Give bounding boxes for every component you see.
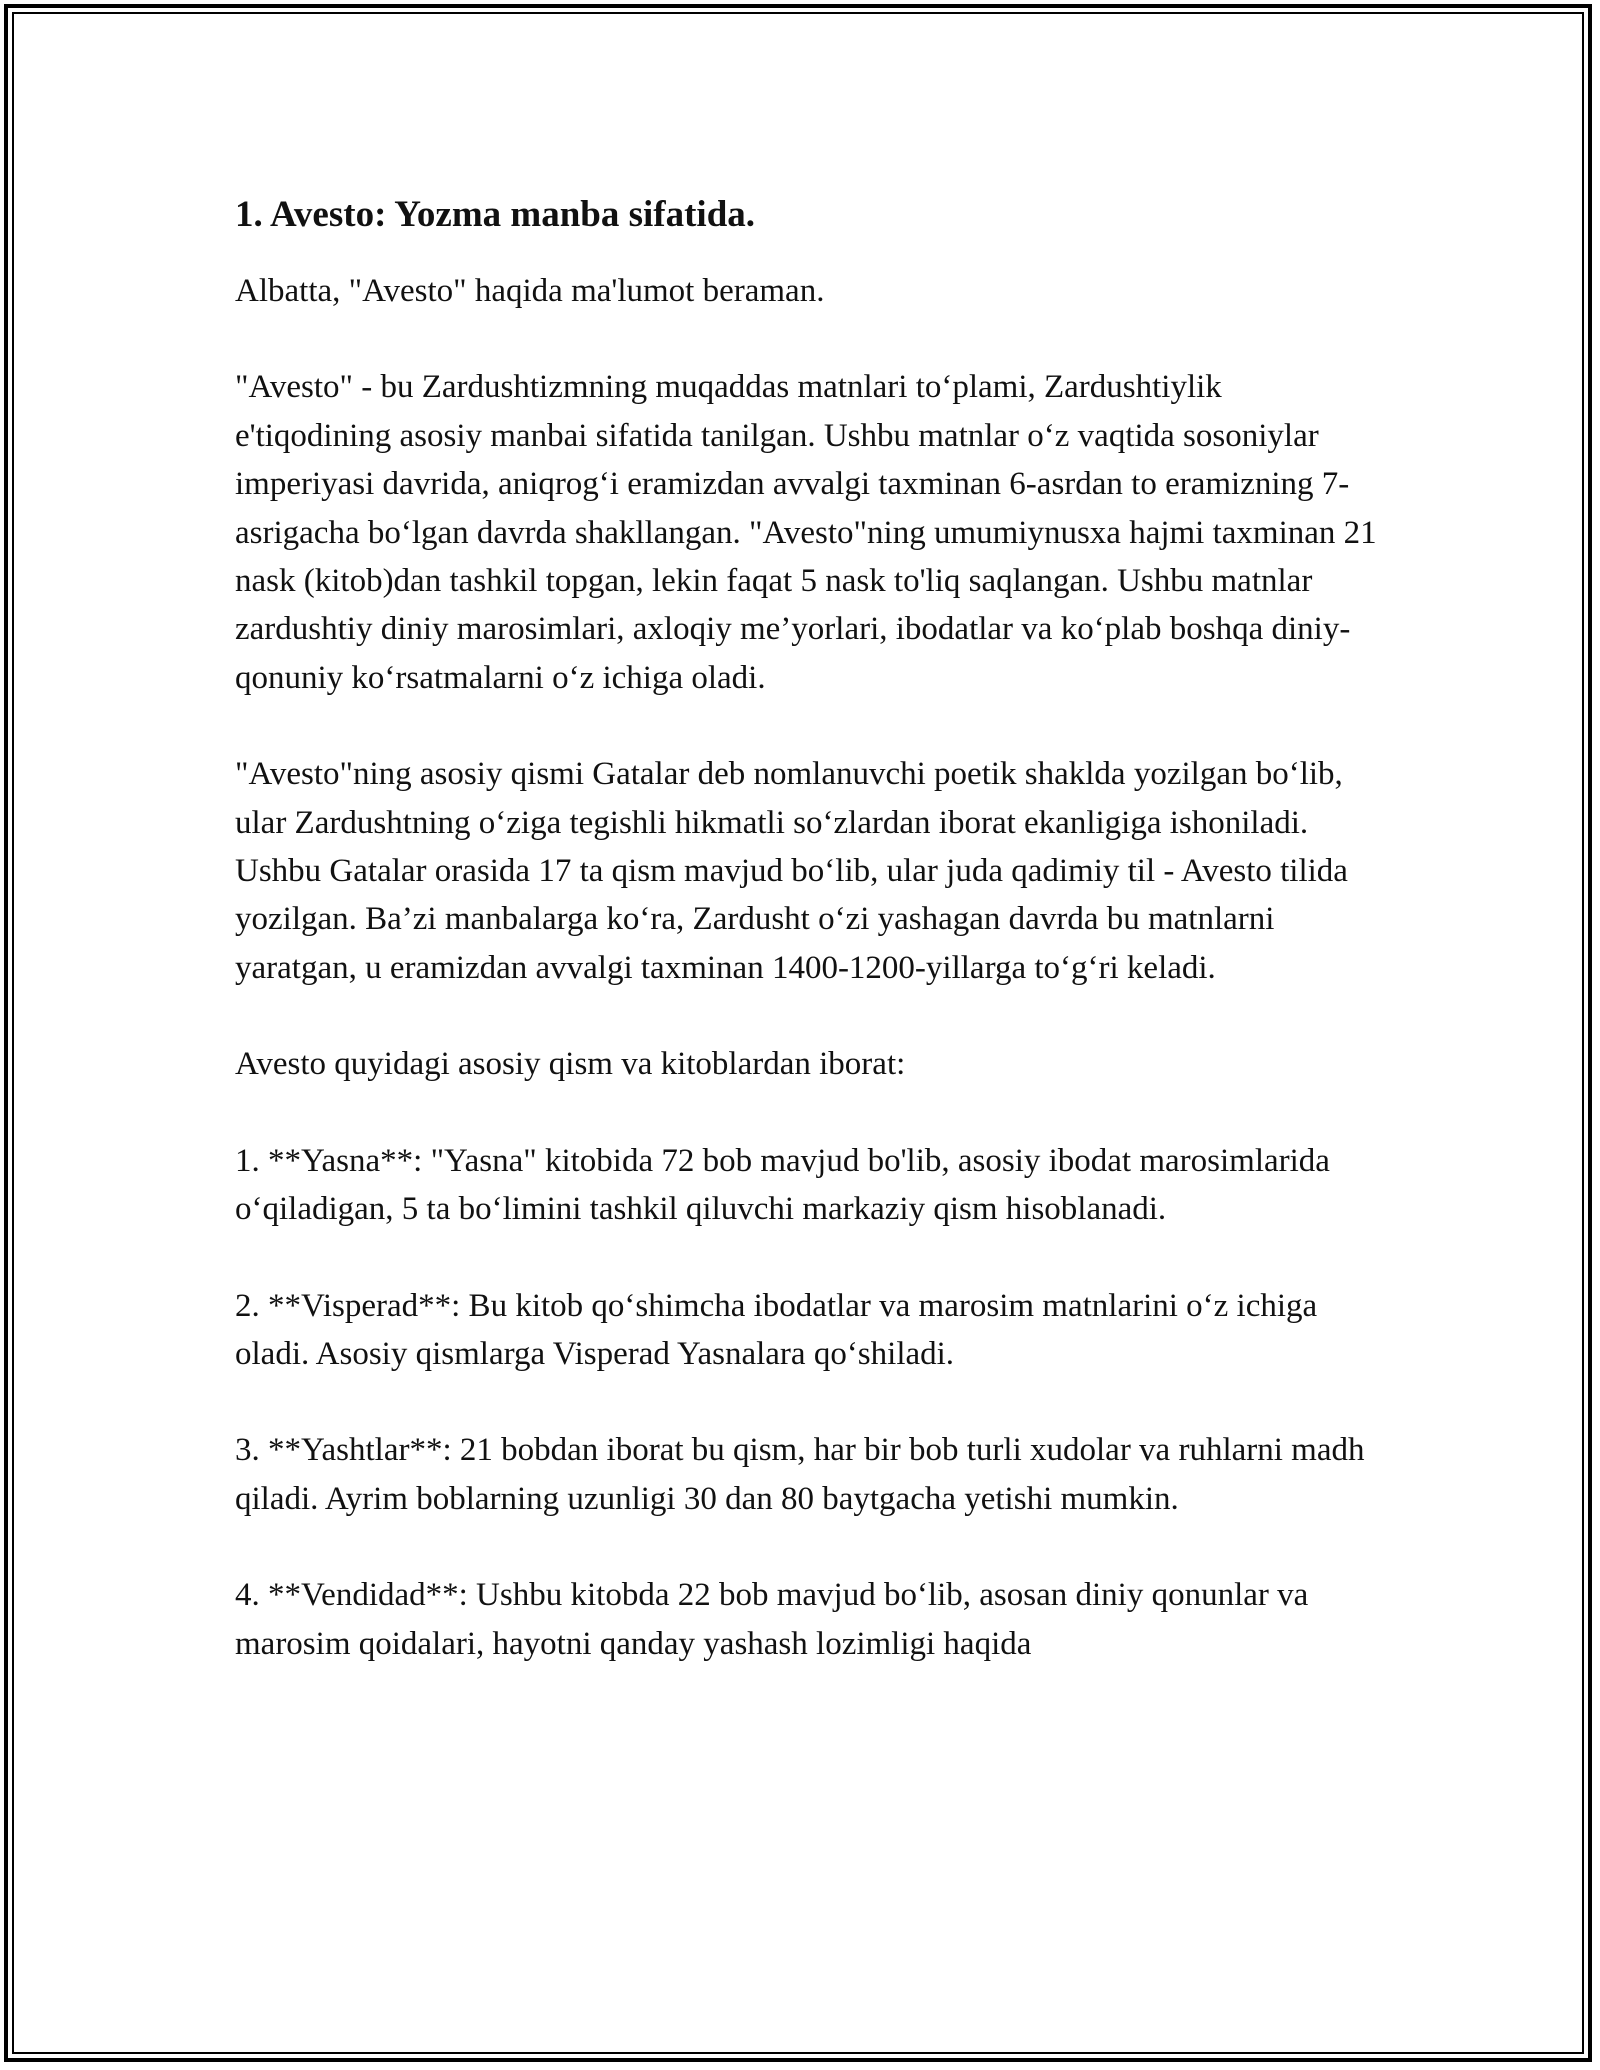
list-item-vendidad: 4. **Vendidad**: Ushbu kitobda 22 bob mavjud bo‘lib, asosan diniy qonunlar va marosim qoidalari, hayotni qanday yashash lozimligi haqida <box>235 1577 1309 1662</box>
paragraph-avesto-overview: "Avesto" - bu Zardushtizmning muqaddas matnlari to‘plami, Zardushtiylik e'tiqodining asosiy manbai sifatida tanilgan. Ushbu matnlar o‘z vaqtida sosoniylar imperiyasi davrida, aniqrog‘i eramizdan avvalgi taxminan 6-asrdan to eramizning 7-asrigacha bo‘lgan davrda shakllangan. "Avesto"ning umumiynusxa hajmi taxminan 21 nask (kitob)dan tashkil topgan, lekin faqat 5 nask to'liq saqlangan. Ushbu matnlar zardushtiy diniy marosimlari, axloqiy me’yorlari, ibodatlar va ko‘plab boshqa diniy-qonuniy ko‘rsatmalarni o‘z ichiga oladi. <box>235 369 1377 696</box>
paragraph-intro: Albatta, "Avesto" haqida ma'lumot beraman. <box>235 273 825 309</box>
document-title: 1. Avesto: Yozma manba sifatida. <box>235 194 756 235</box>
paragraph-gathas: "Avesto"ning asosiy qismi Gatalar deb nomlanuvchi poetik shaklda yozilgan bo‘lib, ular Zardushtning o‘ziga tegishli hikmatli so‘zlardan iborat ekanligiga ishoniladi. Ushbu Gatalar orasida 17 ta qism mavjud bo‘lib, ular juda qadimiy til - Avesto tilida yozilgan. Ba’zi manbalarga ko‘ra, Zardusht o‘zi yashagan davrda bu matnlarni yaratgan, u eramizdan avvalgi taxminan 1400-1200-yillarga to‘g‘ri keladi. <box>235 756 1348 986</box>
list-item-yasna: 1. **Yasna**: "Yasna" kitobida 72 bob mavjud bo'lib, asosiy ibodat marosimlarida o‘qiladigan, 5 ta bo‘limini tashkil qiluvchi markaziy qism hisoblanadi. <box>235 1142 1330 1228</box>
list-item-yashtlar: 3. **Yashtlar**: 21 bobdan iborat bu qism, har bir bob turli xudolar va ruhlarni madh qiladi. Ayrim boblarning uzunligi 30 dan 80 baytgacha yetishi mumkin. <box>235 1432 1365 1517</box>
list-item-visperad: 2. **Visperad**: Bu kitob qo‘shimcha ibodatlar va marosim matnlarini o‘z ichiga oladi. Asosiy qismlarga Visperad Yasnalara qo‘shiladi. <box>235 1287 1318 1372</box>
document-body <box>235 187 1385 1668</box>
paragraph-parts-intro: Avesto quyidagi asosiy qism va kitoblardan iborat: <box>235 1046 906 1083</box>
